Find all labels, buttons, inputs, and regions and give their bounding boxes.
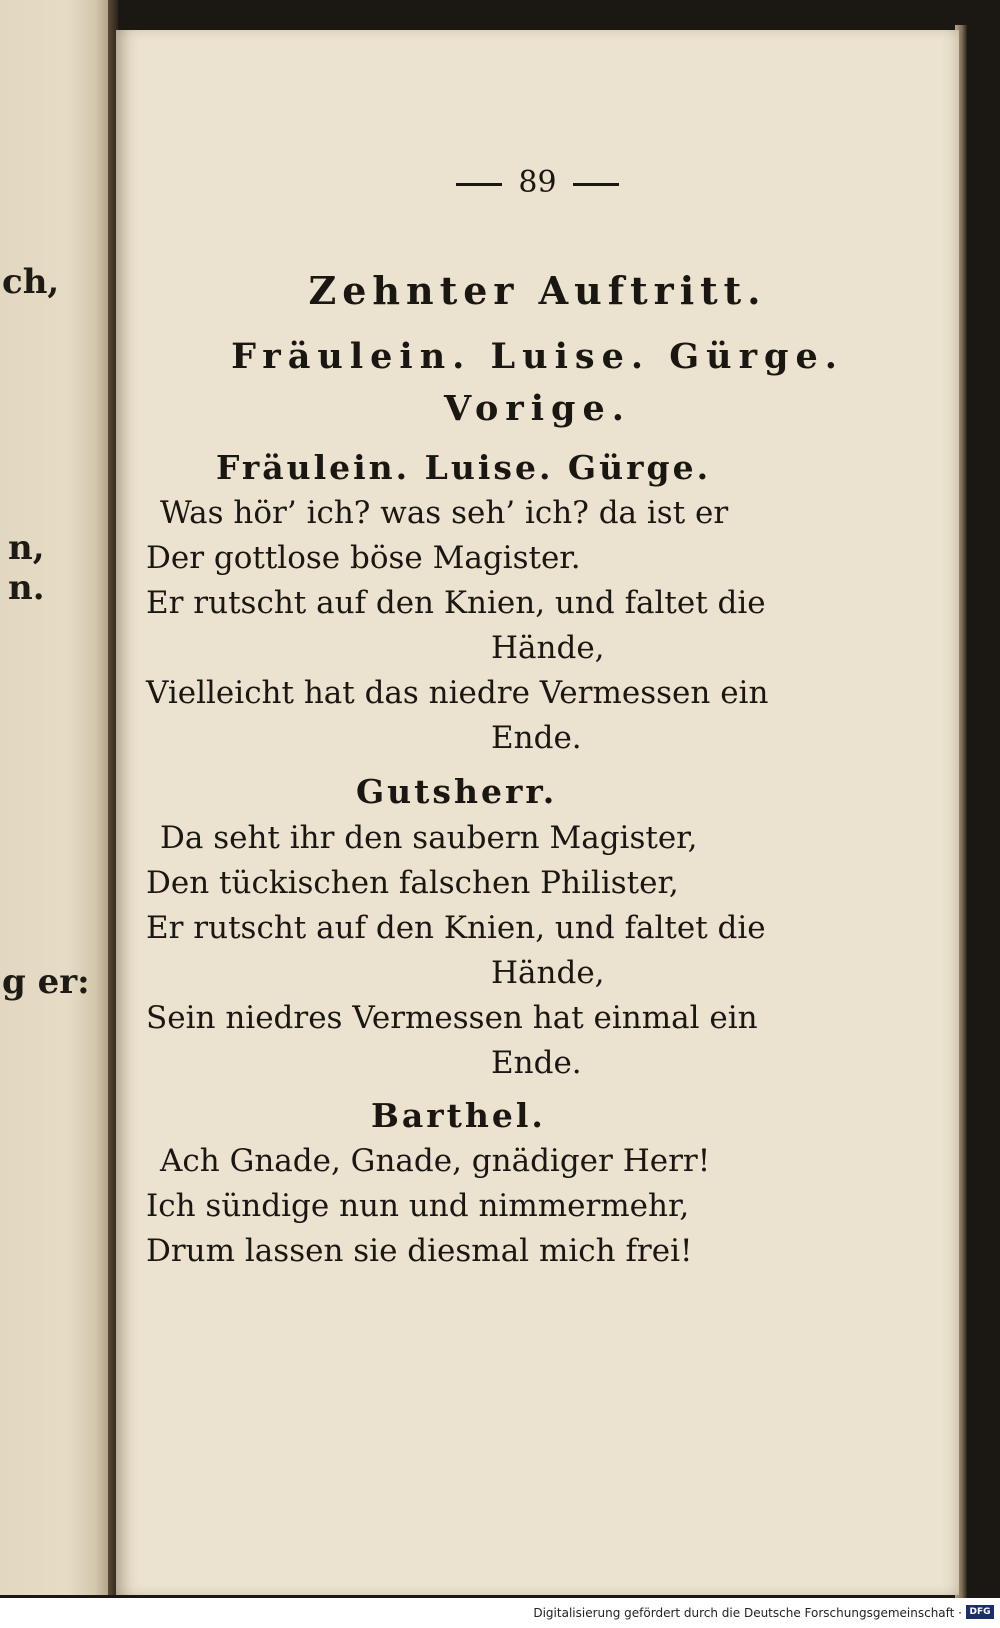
digitization-footer: [0, 1598, 1000, 1628]
verse-line: Drum lassen sie diesmal mich frei!: [146, 1233, 693, 1269]
verse-line: Vielleicht hat das niedre Vermessen ein: [146, 675, 769, 711]
scene-heading: Zehnter Auftritt.: [308, 268, 767, 313]
left-page-fragment: ch,: [2, 262, 60, 302]
speaker-label: Barthel.: [371, 1096, 546, 1135]
cast-line: Vorige.: [444, 388, 631, 429]
verse-line: Sein niedres Vermessen hat einmal ein: [146, 1000, 758, 1036]
verse-continuation: Ende.: [491, 720, 582, 756]
verse-line: Ach Gnade, Gnade, gnädiger Herr!: [160, 1143, 711, 1179]
verse-continuation: Hände,: [491, 630, 605, 666]
dfg-logo: DFG: [966, 1605, 994, 1619]
book-page: [116, 30, 959, 1595]
verse-line: Er rutscht auf den Knien, und faltet die: [146, 910, 766, 946]
verse-line: Der gottlose böse Magister.: [146, 540, 581, 576]
left-page-fragment: n.: [8, 568, 45, 608]
speaker-label: Gutsherr.: [356, 772, 558, 811]
dash-left: [456, 183, 502, 186]
page-number-value: 89: [518, 165, 557, 200]
verse-line: Er rutscht auf den Knien, und faltet die: [146, 585, 766, 621]
verse-continuation: Hände,: [491, 955, 605, 991]
left-page-fragment: g er:: [2, 962, 90, 1002]
page-number: [116, 165, 959, 200]
verse-line: Da seht ihr den saubern Magister,: [160, 820, 698, 856]
left-page-fragment: n,: [8, 528, 45, 568]
speaker-label: Fräulein. Luise. Gürge.: [216, 448, 712, 487]
dash-right: [573, 183, 619, 186]
verse-continuation: Ende.: [491, 1045, 582, 1081]
cast-line: Fräulein. Luise. Gürge.: [231, 336, 844, 377]
left-page-edge: [0, 0, 112, 1595]
footer-credit: Digitalisierung gefördert durch die Deutsche Forschungsgemeinschaft ·: [533, 1606, 962, 1620]
verse-line: Den tückischen falschen Philister,: [146, 865, 679, 901]
verse-line: Ich sündige nun und nimmermehr,: [146, 1188, 690, 1224]
verse-line: Was hör’ ich? was seh’ ich? da ist er: [160, 495, 729, 531]
